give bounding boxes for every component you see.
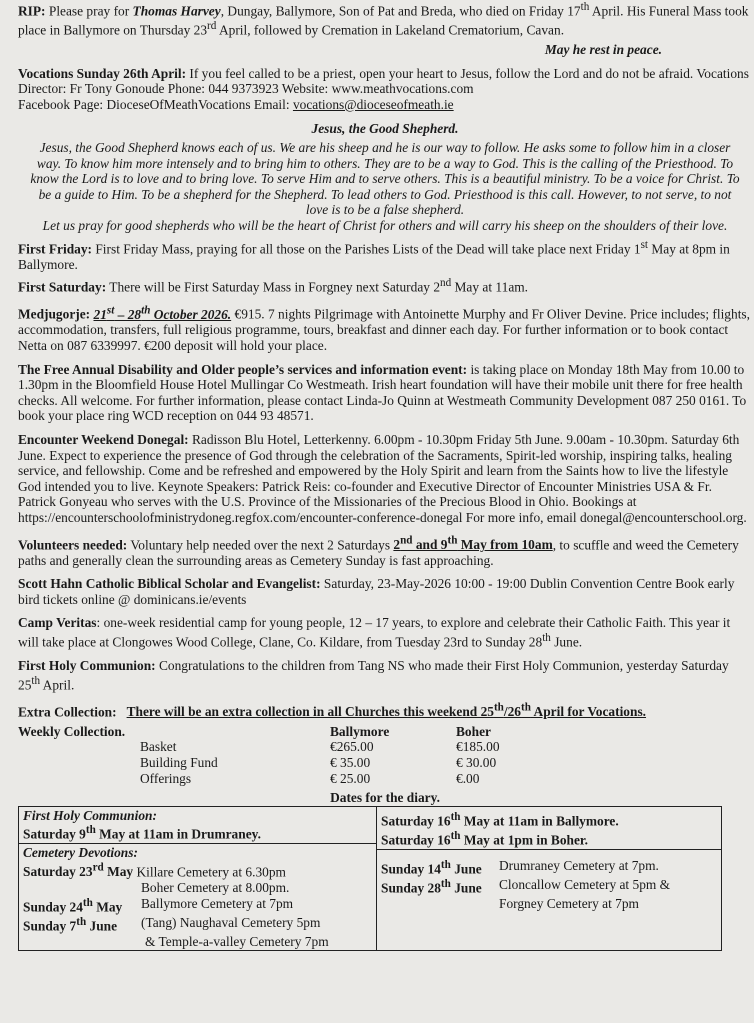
sup: th (493, 701, 504, 714)
extra-text: There will be an extra collection in all Churches this weekend 25 (126, 704, 494, 720)
diary-right-column (377, 807, 721, 951)
date: Sunday 7 (23, 918, 77, 934)
diary-left-column (19, 807, 377, 951)
weekly-collection-table (18, 724, 500, 786)
weekly-label: Weekly Collection. (18, 723, 126, 739)
date: October 2026. (150, 306, 232, 322)
vocations-email-link[interactable]: vocations@dioceseofmeath.ie (292, 96, 454, 112)
date: Saturday 16 (381, 813, 451, 829)
date: and 9 (412, 537, 448, 553)
disability-label: The Free Annual Disability and Older people’s services and information event: (18, 361, 468, 377)
rip-closing: May he rest in peace. (544, 42, 662, 58)
cemetery: (Tang) Naughaval Cemetery 5pm (141, 914, 321, 930)
communion-notice (18, 658, 752, 693)
volunteers-notice (18, 534, 752, 569)
rip-label: RIP: (18, 3, 46, 19)
cemetery: Drumraney Cemetery at 7pm. (499, 857, 659, 873)
date: Saturday 23 (23, 864, 93, 880)
row-name: Offerings (140, 770, 192, 786)
sup: th (141, 304, 151, 317)
date: June (86, 918, 118, 934)
diary-cemetery-head: Cemetery Devotions: (23, 845, 138, 861)
vocations-notice (18, 66, 752, 113)
col-boher: Boher (456, 723, 491, 739)
communion-text: Congratulations to the children from Tang NS who made their First Holy Communion, yesterday Saturday 25 (18, 658, 729, 693)
first-friday-text: May at 8pm in Ballymore. (18, 241, 730, 272)
date: Sunday 14 (381, 861, 441, 877)
row-value: €.00 (456, 770, 480, 786)
rip-text: , Dungay, Ballymore, Son of Pat and Breda, who died on Friday 17 (220, 3, 581, 19)
row-value: €185.00 (456, 739, 500, 755)
date: Sunday 28 (381, 880, 441, 896)
sup: th (76, 915, 87, 928)
sup: th (440, 877, 451, 890)
row-name: Basket (140, 739, 177, 755)
sup: th (440, 858, 451, 871)
cemetery: Boher Cemetery at 8.00pm. (141, 880, 290, 896)
hahn-text: Saturday, 23-May-2026 10:00 - 19:00 Dublin Convention Centre Book early bird tickets online @ dominicans.ie/events (18, 576, 735, 607)
date: June (450, 861, 482, 877)
rip-text: Please pray for (45, 3, 133, 19)
collection-row (18, 739, 500, 755)
diary-communion-boher (381, 829, 717, 848)
first-friday-notice (18, 238, 752, 273)
volunteers-label: Volunteers needed: (18, 537, 128, 553)
sup: th (82, 896, 93, 909)
first-friday-text: First Friday Mass, praying for all those on the Parishes Lists of the Dead will take place next Friday 1 (92, 241, 641, 257)
diary-cem-row (381, 877, 717, 896)
sup: rd (92, 862, 104, 874)
communion-label: First Holy Communion: (18, 658, 156, 674)
date: Sunday 24 (23, 899, 83, 915)
date: Saturday 9 (23, 826, 86, 842)
hahn-notice (18, 576, 752, 607)
diary-title: Dates for the diary. (330, 790, 440, 806)
date: May from 10am (457, 537, 553, 553)
extra-text: /26 (503, 704, 522, 720)
cemetery: Forgney Cemetery at 7pm (499, 896, 639, 911)
first-friday-label: First Friday: (18, 241, 93, 257)
date: Saturday 16 (381, 832, 451, 848)
diary-cemetery-cell (19, 844, 376, 950)
medjugorje-label: Medjugorje: (18, 306, 91, 322)
sup: st (106, 304, 115, 317)
date: June (450, 880, 482, 896)
vocations-label: Vocations Sunday 26th April: (18, 65, 187, 81)
sup: nd (440, 277, 452, 290)
diary-communion-ballymore (381, 810, 717, 829)
row-value: €265.00 (330, 739, 374, 755)
date: May at 11am in Drumraney. (95, 826, 261, 842)
shepherd-title: Jesus, the Good Shepherd. (311, 120, 459, 136)
diary-box (18, 806, 722, 952)
disability-notice (18, 362, 752, 424)
row-name: Building Fund (140, 754, 218, 770)
row-value: € 35.00 (330, 754, 371, 770)
diary-cem-row (23, 896, 372, 915)
volunteers-text: , to scuffle and weed the Cemetery paths and generally clean the surrounding areas as Cemetery Sunday is fast approaching. (18, 537, 739, 568)
diary-communion-head: First Holy Communion: (23, 807, 157, 823)
encounter-notice (18, 432, 752, 526)
veritas-text: June. (550, 634, 583, 650)
encounter-text: Radisson Blu Hotel, Letterkenny. 6.00pm - 10.30pm Friday 5th June. 9.00am - 10.30pm. Saturday 6th June. Expect to experience the presence of God through the celebration of the Sacraments, Spirit-led worship, inspiring talks, healing service, and fellowship. Come and be refreshed and empowered by the Holy Spirit and learn from the Saints how to live the lifestyle God intended you to live. Keynote Speakers: Patrick Reis: co-founder and Executive Director of Encounter Ministries USA & Fr. Patrick Gonyeau who serves with the U.S. Province of the Missionaries of the Precious Blood in Ohio. Bookings at https://encounterschoolofministrydoneg.regfox.com/encounter-conference-donegal For more info, email donegal@encounterschool.org. (18, 432, 747, 525)
disability-text: is taking place on Monday 18th May from 10.00 to 1.30pm in the Bloomfield House Hotel Mullingar Co Westmeath. Irish heart foundation will have their mobile unit there for free health checks. All welcome. For further information, please contact Linda-Jo Quinn at Westmeath Community Development 087 250 0161. To book your place ring WCD reception on 044 93 48571. (18, 361, 747, 424)
extra-text: April for Vocations. (530, 704, 647, 720)
sup: rd (207, 20, 217, 33)
cemetery: & Temple-a-valley Cemetery 7pm (145, 933, 329, 949)
veritas-notice (18, 615, 752, 650)
first-saturday-text: There will be First Saturday Mass in Forgney next Saturday 2 (106, 279, 441, 295)
col-ballymore: Ballymore (330, 723, 390, 739)
shepherd-body: Jesus, the Good Shepherd knows each of us. We are his sheep and he is our way to follow. He asks some to follow him in a closer way. To know him more intensely and to bring him to others. They are to be a way to God. This is the calling of the Priesthood. To know the Lord is to love and to bring love. To serve Him and to serve others. This is a beautiful ministry. To be a voice for Christ. To be a guide to Him. To be a shepherd for the Shepherd. To lead others to God. Priesthood is this call. However, to not serve, to not love is to be a false shepherd. (30, 140, 740, 218)
first-saturday-label: First Saturday: (18, 279, 107, 295)
row-value: € 25.00 (330, 770, 371, 786)
extra-collection-notice (18, 701, 752, 720)
row-value: € 30.00 (456, 754, 497, 770)
diary-cem-row (381, 858, 717, 877)
date: – 28 (114, 306, 142, 322)
sup: nd (400, 534, 413, 547)
rip-text: April. His Funeral Mass took place in Ballymore on Thursday 23 (18, 3, 749, 38)
sup: th (542, 632, 551, 644)
encounter-label: Encounter Weekend Donegal: (18, 432, 189, 447)
cemetery: Killare Cemetery at 6.30pm (133, 864, 286, 880)
rip-text: April, followed by Cremation in Lakeland Crematorium, Cavan. (216, 22, 565, 38)
extra-label: Extra Collection: (18, 704, 117, 720)
date: May (92, 899, 123, 915)
diary-communion-drumraney (23, 823, 372, 842)
sup: st (640, 238, 649, 251)
diary-cemetery-right-cell (377, 850, 721, 913)
cemetery: Ballymore Cemetery at 7pm (141, 895, 294, 911)
rip-notice (18, 0, 752, 38)
date: 21 (93, 306, 107, 322)
sup: th (580, 1, 590, 13)
diary-communion-cell (19, 807, 376, 845)
medjugorje-text: €915. 7 nights Pilgrimage with Antoinette Murphy and Fr Oliver Devine. Price includes; flights, accommodation, transfers, full religious programme, tours, breakfast and dinner each day. For further information or to book contact Netta on 087 6339997. €200 deposit will hold your place. (18, 306, 750, 354)
sup: th (521, 701, 531, 714)
collection-row (18, 755, 500, 771)
sup: th (85, 824, 96, 837)
vocations-facebook: Facebook Page: DioceseOfMeathVocations Email: (18, 96, 293, 112)
sup: th (450, 829, 461, 842)
hahn-label: Scott Hahn Catholic Biblical Scholar and Evangelist: (18, 576, 321, 592)
date: May at 11am in Ballymore. (460, 813, 619, 829)
vocations-text: If you feel called to be a priest, open your heart to Jesus, follow the Lord and do not be afraid. Vocations Director: Fr Tony Gonoude Phone: 044 9373923 Website: www.meathvocations.com (18, 65, 749, 97)
deceased-name: Thomas Harvey (132, 3, 221, 19)
collection-row (18, 771, 500, 787)
first-saturday-text: May at 11am. (451, 279, 529, 295)
cemetery: Cloncallow Cemetery at 5pm & (499, 876, 671, 892)
volunteers-text: Voluntary help needed over the next 2 Saturdays (127, 537, 394, 553)
date: May at 1pm in Boher. (460, 832, 588, 848)
veritas-label: Camp Veritas (18, 615, 97, 631)
date: May (103, 864, 134, 880)
communion-text: April. (40, 677, 75, 693)
sup: th (450, 810, 461, 823)
first-saturday-notice (18, 276, 752, 295)
date: 2 (393, 537, 401, 553)
sup: th (447, 534, 458, 547)
diary-cem-row (23, 915, 372, 934)
diary-cem-row (23, 861, 372, 880)
shepherd-closing: Let us pray for good shepherds who will be the heart of Christ for others and will carry his sheep on the shoulders of their love. (42, 218, 728, 234)
diary-communion-right-cell (377, 807, 721, 850)
medjugorje-notice (18, 303, 752, 353)
veritas-text: : one-week residential camp for young people, 12 – 17 years, to explore and celebrate their Catholic Faith. This year it will take place at Clongowes Wood College, Clane, Co. Kildare, from Tuesday 23rd to Sunday 28 (18, 615, 731, 650)
sup: th (31, 674, 41, 687)
